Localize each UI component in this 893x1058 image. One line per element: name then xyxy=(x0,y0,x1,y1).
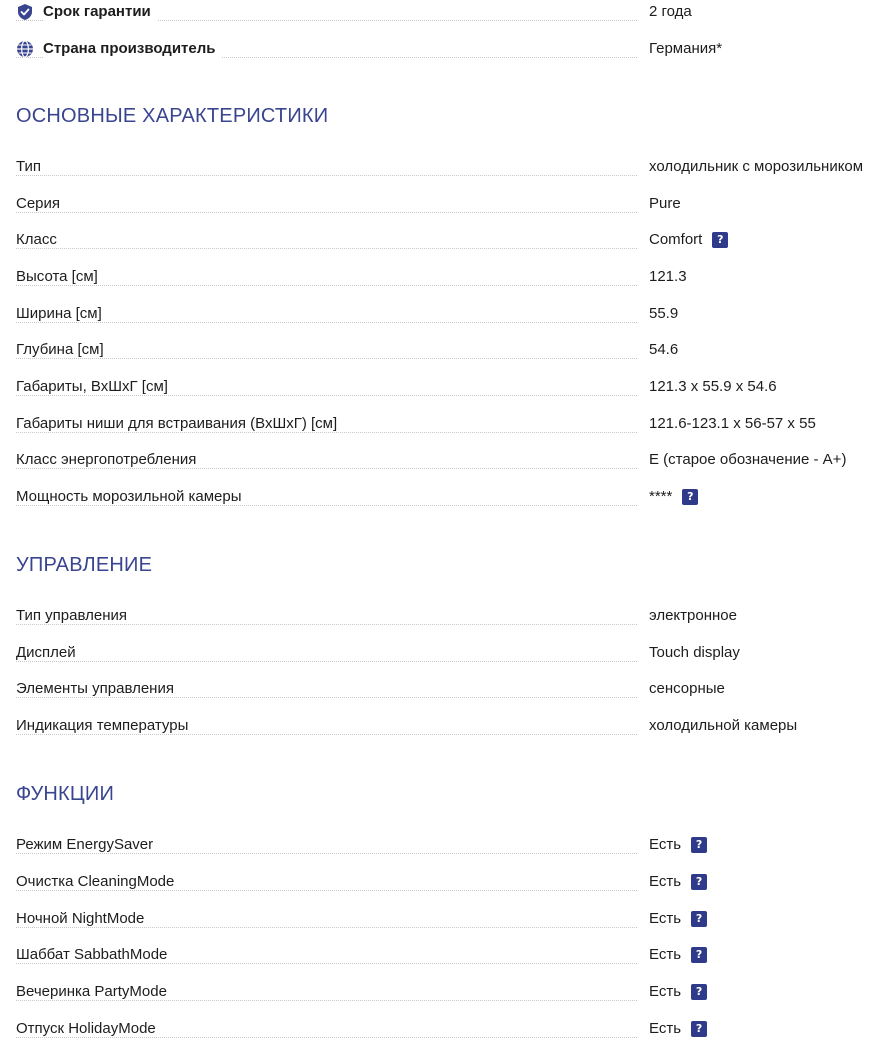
row-label: Режим EnergySaver xyxy=(16,836,159,853)
row-value: 54.6 xyxy=(649,341,679,358)
row-value: 121.3 xyxy=(649,268,687,285)
row-value: электронное xyxy=(649,607,737,624)
spec-row xyxy=(16,606,886,632)
row-label: Страна производитель xyxy=(43,39,222,59)
row-label: Мощность морозильной камеры xyxy=(16,488,248,505)
shield-check-icon xyxy=(16,3,34,21)
row-label: Тип управления xyxy=(16,607,133,624)
row-leader xyxy=(16,248,637,249)
section-title-functions: ФУНКЦИИ xyxy=(16,783,115,805)
section-title-main: ОСНОВНЫЕ ХАРАКТЕРИСТИКИ xyxy=(16,105,329,127)
row-value: E (старое обозначение - A+) xyxy=(649,451,847,468)
section-title-control: УПРАВЛЕНИЕ xyxy=(16,554,153,576)
row-label: Индикация температуры xyxy=(16,717,194,734)
row-value: 121.6-123.1 x 56-57 x 55 xyxy=(649,415,816,432)
help-icon[interactable]: ? xyxy=(691,1021,707,1037)
spec-row xyxy=(16,230,886,256)
spec-row xyxy=(16,340,886,366)
spec-row xyxy=(16,1019,886,1045)
row-label: Высота [см] xyxy=(16,268,104,285)
spec-row xyxy=(16,982,886,1008)
globe-icon xyxy=(16,40,34,58)
spec-row xyxy=(16,909,886,935)
row-label: Срок гарантии xyxy=(43,2,157,22)
spec-row xyxy=(16,872,886,898)
row-leader xyxy=(16,661,637,662)
row-label: Тип xyxy=(16,158,47,175)
spec-row xyxy=(16,945,886,971)
row-leader xyxy=(16,285,637,286)
row-label: Ночной NightMode xyxy=(16,910,150,927)
help-icon[interactable]: ? xyxy=(691,837,707,853)
spec-row xyxy=(16,414,886,440)
row-value: Есть xyxy=(649,910,682,927)
warranty-row xyxy=(16,2,886,28)
row-label: Класс энергопотребления xyxy=(16,451,202,468)
help-icon[interactable]: ? xyxy=(682,489,698,505)
spec-row xyxy=(16,377,886,403)
row-label: Дисплей xyxy=(16,644,82,661)
row-value: **** xyxy=(649,488,673,505)
row-value: холодильной камеры xyxy=(649,717,798,734)
row-label: Элементы управления xyxy=(16,680,180,697)
row-value: сенсорные xyxy=(649,680,725,697)
country-row xyxy=(16,39,886,65)
row-leader xyxy=(16,322,637,323)
row-value: Есть xyxy=(649,946,682,963)
row-value: Есть xyxy=(649,836,682,853)
spec-row xyxy=(16,194,886,220)
spec-row xyxy=(16,157,886,183)
row-value: 55.9 xyxy=(649,305,679,322)
row-value: Есть xyxy=(649,1020,682,1037)
row-leader xyxy=(16,212,637,213)
row-label: Габариты ниши для встраивания (ВхШхГ) [см] xyxy=(16,415,343,432)
row-value: 2 года xyxy=(649,3,692,20)
spec-row xyxy=(16,267,886,293)
help-icon[interactable]: ? xyxy=(691,947,707,963)
row-value: 121.3 x 55.9 x 54.6 xyxy=(649,378,777,395)
help-icon[interactable]: ? xyxy=(691,984,707,1000)
row-leader xyxy=(16,175,637,176)
help-icon[interactable]: ? xyxy=(712,232,728,248)
spec-row xyxy=(16,835,886,861)
row-value: Pure xyxy=(649,195,681,212)
row-label: Ширина [см] xyxy=(16,305,108,322)
row-label: Вечеринка PartyMode xyxy=(16,983,173,1000)
row-value: холодильник с морозильником xyxy=(649,158,864,175)
row-label: Габариты, ВхШхГ [см] xyxy=(16,378,174,395)
spec-row xyxy=(16,643,886,669)
spec-row xyxy=(16,487,886,513)
row-label: Очистка CleaningMode xyxy=(16,873,180,890)
spec-row xyxy=(16,716,886,742)
spec-row xyxy=(16,450,886,476)
row-value: Есть xyxy=(649,873,682,890)
row-value: Есть xyxy=(649,983,682,1000)
row-label: Класс xyxy=(16,231,63,248)
row-value: Comfort xyxy=(649,231,703,248)
row-label: Глубина [см] xyxy=(16,341,110,358)
row-value: Германия* xyxy=(649,40,723,57)
help-icon[interactable]: ? xyxy=(691,911,707,927)
row-label: Шаббат SabbathMode xyxy=(16,946,173,963)
row-value: Touch display xyxy=(649,644,740,661)
help-icon[interactable]: ? xyxy=(691,874,707,890)
row-label: Отпуск HolidayMode xyxy=(16,1020,162,1037)
row-label: Серия xyxy=(16,195,66,212)
spec-row xyxy=(16,304,886,330)
spec-row xyxy=(16,679,886,705)
